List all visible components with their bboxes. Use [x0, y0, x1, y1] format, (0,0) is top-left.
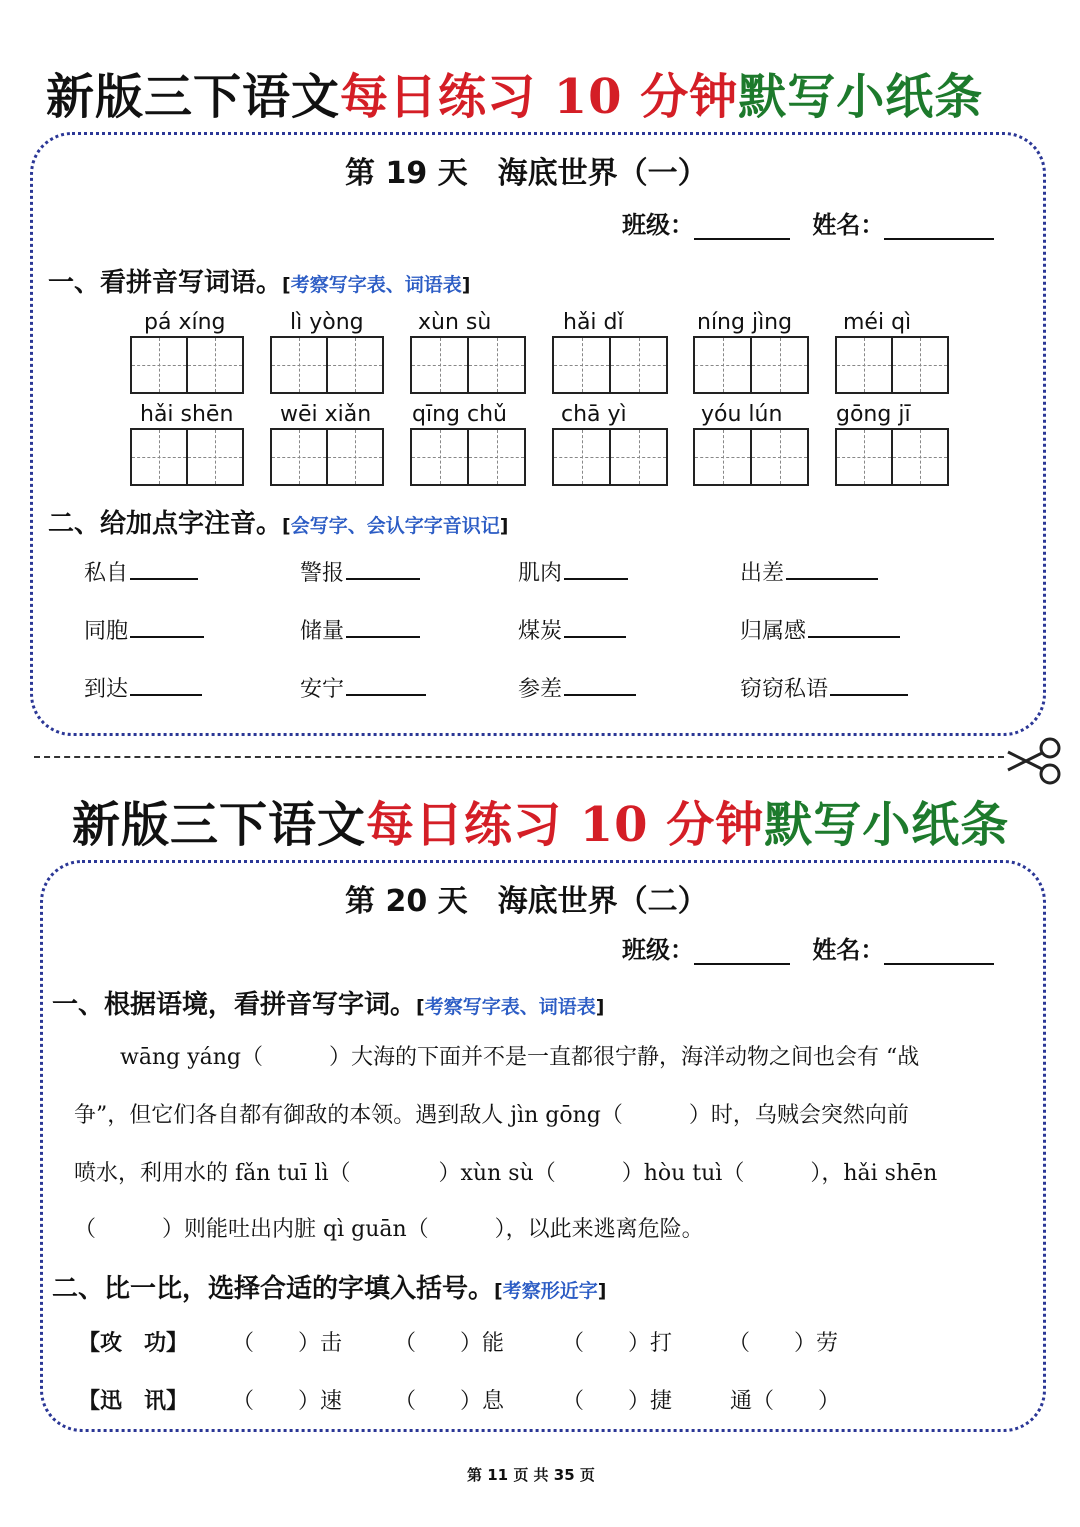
answer-blank[interactable] [564, 560, 628, 580]
answer-blank[interactable] [130, 560, 198, 580]
pinyin-label: chā yì [561, 402, 627, 427]
day-title-2: 第 20 天 海底世界（二） [345, 884, 708, 919]
pinyin-label: xùn sù [418, 310, 492, 335]
answer-blank[interactable] [346, 676, 426, 696]
class-name-line-1: 班级： 姓名： [622, 205, 994, 240]
page-number: 第 11 页 共 35 页 [467, 1466, 595, 1484]
tianzige-box[interactable] [270, 336, 384, 394]
day-title-1: 第 19 天 海底世界（一） [345, 156, 708, 191]
word-item: 窃窃私语 [740, 672, 908, 703]
passage-line: wāng yáng（ ）大海的下面并不是一直都很宁静，海洋动物之间也会有 “战 [120, 1045, 920, 1070]
word-item: 归属感 [740, 614, 900, 645]
compare-blank[interactable]: 通（ ） [730, 1389, 841, 1414]
pinyin-label: hǎi shēn [140, 402, 234, 427]
pinyin-label: yóu lún [701, 402, 783, 427]
name-blank[interactable] [884, 943, 994, 965]
pinyin-label: hǎi dǐ [563, 310, 624, 335]
passage-line: （ ）则能吐出内脏 qì guān（ ），以此来逃离危险。 [74, 1217, 704, 1242]
compare-blank[interactable]: （ ）击 [232, 1331, 343, 1356]
compare-pair: 【迅 讯】 [78, 1388, 189, 1414]
pinyin-label: gōng jī [836, 402, 911, 427]
tianzige-box[interactable] [835, 336, 949, 394]
answer-blank[interactable] [346, 618, 420, 638]
passage-line: 争”，但它们各自都有御敌的本领。遇到敌人 jìn gōng（ ）时，乌贼会突然向前 [74, 1103, 909, 1128]
pinyin-label: lì yòng [290, 310, 364, 335]
cut-line [34, 756, 1004, 758]
compare-blank[interactable]: （ ）劳 [728, 1331, 839, 1356]
tianzige-box[interactable] [693, 336, 809, 394]
answer-blank[interactable] [808, 618, 900, 638]
answer-blank[interactable] [564, 618, 626, 638]
compare-blank[interactable]: （ ）速 [232, 1389, 343, 1414]
answer-blank[interactable] [830, 676, 908, 696]
compare-blank[interactable]: （ ）能 [394, 1331, 505, 1356]
word-item: 私自 [84, 556, 198, 587]
tianzige-box[interactable] [835, 428, 949, 486]
class-blank[interactable] [694, 943, 790, 965]
pinyin-label: wēi xiǎn [280, 402, 372, 427]
tianzige-box[interactable] [130, 336, 244, 394]
word-item: 肌肉 [518, 556, 628, 587]
word-item: 出差 [740, 556, 878, 587]
tianzige-box[interactable] [552, 336, 668, 394]
name-blank[interactable] [884, 218, 994, 240]
compare-blank[interactable]: （ ）息 [394, 1389, 505, 1414]
main-title-1: 新版三下语文每日练习 10 分钟默写小纸条 [46, 69, 984, 125]
tianzige-box[interactable] [693, 428, 809, 486]
main-title-2: 新版三下语文每日练习 10 分钟默写小纸条 [72, 797, 1010, 853]
answer-blank[interactable] [346, 560, 420, 580]
word-item: 警报 [300, 556, 420, 587]
word-item: 储量 [300, 614, 420, 645]
word-item: 安宁 [300, 672, 426, 703]
compare-blank[interactable]: （ ）打 [562, 1331, 673, 1356]
scissors-icon [1004, 736, 1062, 786]
pinyin-label: qīng chǔ [412, 402, 507, 427]
passage-line: 喷水，利用水的 fǎn tuī lì（ ）xùn sù（ ）hòu tuì（ ），hǎi shēn [74, 1161, 938, 1186]
section-title-2-1: 一、根据语境，看拼音写字词。[考察写字表、词语表] [52, 990, 605, 1020]
tianzige-box[interactable] [270, 428, 384, 486]
pinyin-label: níng jìng [697, 310, 793, 335]
word-item: 同胞 [84, 614, 204, 645]
word-item: 煤炭 [518, 614, 626, 645]
section-title-1-1: 一、看拼音写词语。[考察写字表、词语表] [48, 268, 471, 298]
pinyin-label: méi qì [843, 310, 912, 335]
answer-blank[interactable] [564, 676, 636, 696]
tianzige-box[interactable] [410, 336, 526, 394]
tianzige-box[interactable] [130, 428, 244, 486]
tianzige-box[interactable] [410, 428, 526, 486]
section-title-2-2: 二、比一比，选择合适的字填入括号。[考察形近字] [52, 1274, 607, 1304]
answer-blank[interactable] [786, 560, 878, 580]
tianzige-box[interactable] [552, 428, 668, 486]
pinyin-label: pá xíng [144, 310, 226, 335]
class-name-line-2: 班级： 姓名： [622, 930, 994, 965]
answer-blank[interactable] [130, 618, 204, 638]
compare-pair: 【攻 功】 [78, 1330, 189, 1356]
section-title-1-2: 二、给加点字注音。[会写字、会认字字音识记] [48, 509, 509, 539]
compare-blank[interactable]: （ ）捷 [562, 1389, 673, 1414]
class-blank[interactable] [694, 218, 790, 240]
word-item: 参差 [518, 672, 636, 703]
word-item: 到达 [84, 672, 202, 703]
answer-blank[interactable] [130, 676, 202, 696]
